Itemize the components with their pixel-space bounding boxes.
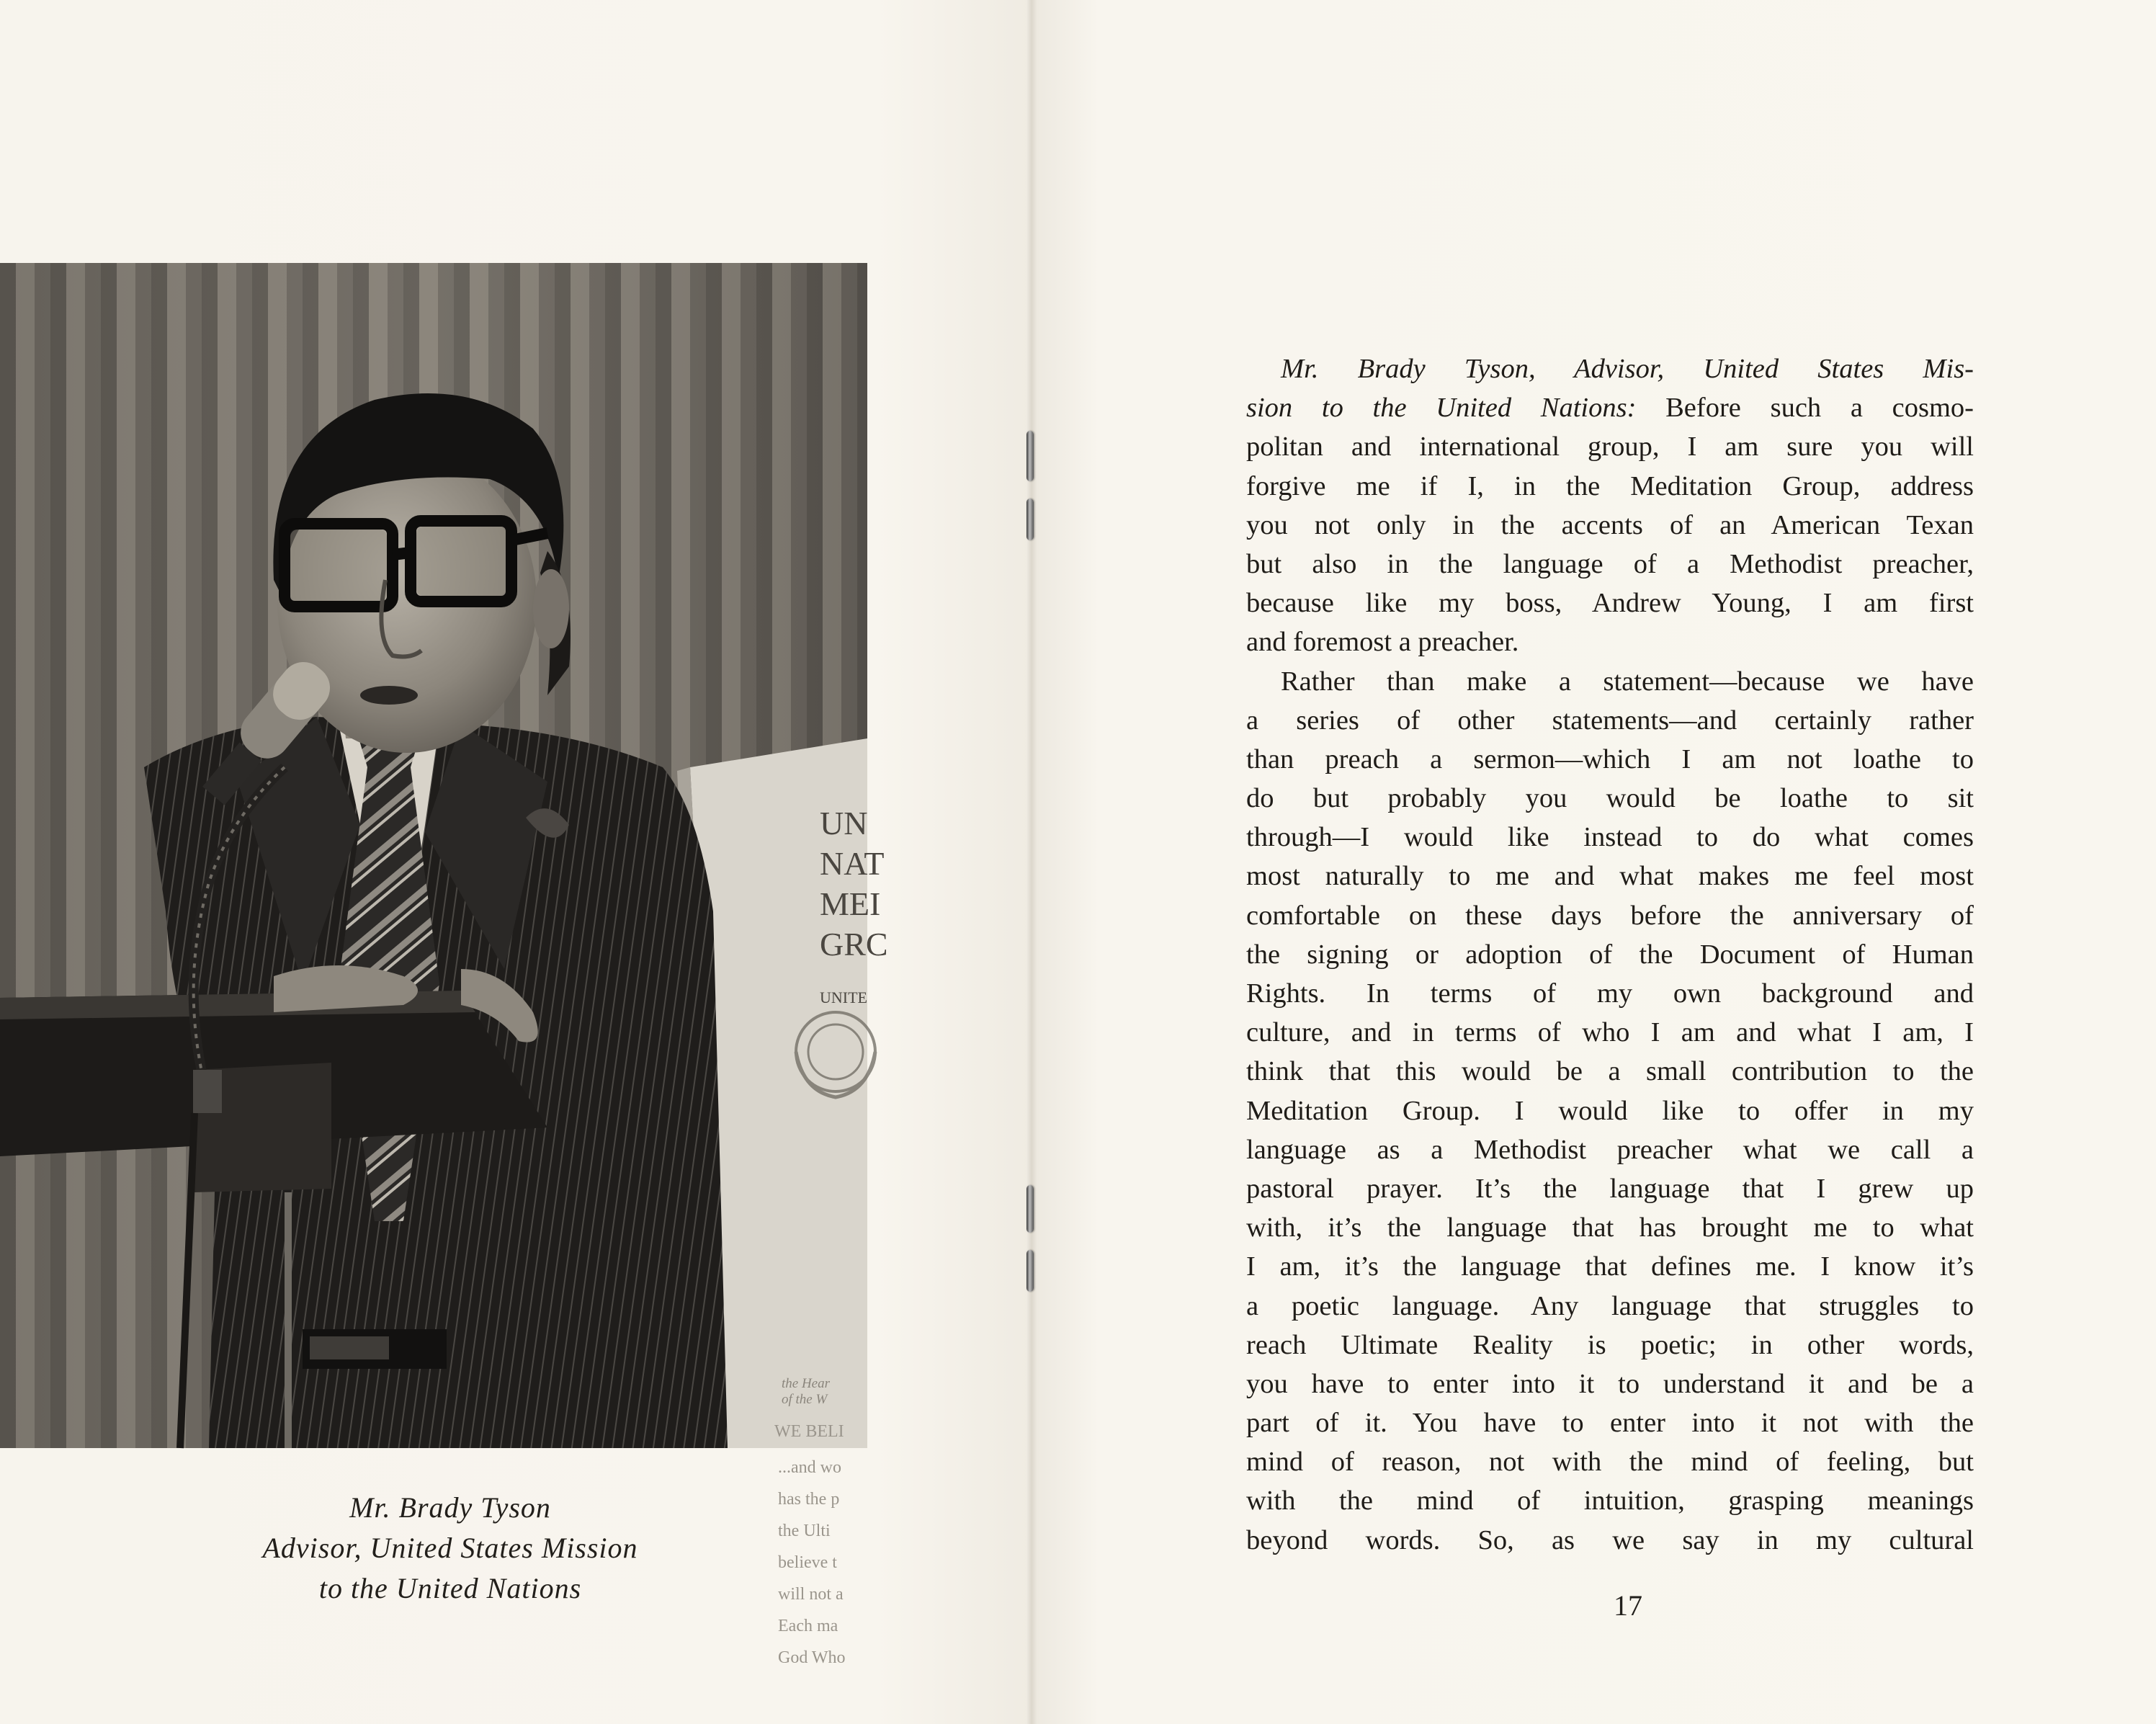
text-line: through—I would like instead to do what comes bbox=[1246, 822, 1974, 853]
text-line: mind of reason, not with the mind of feeling, but bbox=[1246, 1447, 1974, 1478]
banner-text-line: God Who bbox=[778, 1648, 846, 1667]
text-line: you have to enter into it to understand it and be a bbox=[1246, 1368, 1974, 1399]
caption-name: Mr. Brady Tyson bbox=[349, 1491, 551, 1524]
banner-fine-print bbox=[782, 1376, 867, 1408]
book-gutter bbox=[1026, 0, 1037, 1724]
text-line: a series of other statements—and certainly rather bbox=[1246, 705, 1974, 736]
banner-word: UNITE bbox=[820, 988, 867, 1006]
banner-word: MEI bbox=[820, 885, 881, 922]
text-line: I am, it’s the language that defines me. I know it’s bbox=[1246, 1251, 1974, 1282]
banner-text-line: has the p bbox=[778, 1490, 840, 1509]
banner-text-line: Each ma bbox=[778, 1617, 838, 1635]
text-line: a poetic language. Any language that struggles to bbox=[1246, 1290, 1974, 1321]
text-line: Rather than make a statement—because we have bbox=[1281, 666, 1974, 697]
text-line: with, it’s the language that has brought me to what bbox=[1246, 1212, 1974, 1243]
text-line: do but probably you would be loathe to sit bbox=[1246, 783, 1974, 814]
text-line: but also in the language of a Methodist preacher, bbox=[1246, 548, 1974, 579]
text-line: Meditation Group. I would like to offer in my bbox=[1246, 1095, 1974, 1126]
text-line bbox=[1246, 349, 1974, 388]
page-number: 17 bbox=[1614, 1589, 1642, 1622]
banner-headline bbox=[820, 803, 888, 1018]
text-line: pastoral prayer. It’s the language that I grew up bbox=[1246, 1173, 1974, 1204]
banner-text-line: believe t bbox=[778, 1553, 837, 1572]
text-line: most naturally to me and what makes me feel most bbox=[1246, 861, 1974, 892]
banner-fine-print bbox=[774, 1416, 867, 1447]
banner-text-line: WE BELI bbox=[774, 1422, 844, 1441]
text-line: part of it. You have to enter into it not with the bbox=[1246, 1408, 1974, 1439]
banner-word: GRC bbox=[820, 926, 888, 963]
banner-text-line: of the W bbox=[782, 1392, 828, 1407]
text-line: and foremost a preacher. bbox=[1246, 627, 1519, 658]
speech-transcript bbox=[1246, 349, 1974, 1560]
banner-text-line: the Ulti bbox=[778, 1522, 831, 1540]
banner-text-line: the Hear bbox=[782, 1376, 831, 1391]
text-line: the signing or adoption of the Document of Human bbox=[1246, 939, 1974, 970]
text-line: forgive me if I, in the Meditation Group, address bbox=[1246, 470, 1974, 501]
speaker-attribution: sion to the United Nations: bbox=[1246, 393, 1637, 424]
photo-caption bbox=[187, 1488, 713, 1609]
staple bbox=[1026, 1250, 1034, 1292]
caption-title: Advisor, United States Mission bbox=[262, 1532, 638, 1564]
text-line: than preach a sermon—which I am not loathe to bbox=[1246, 743, 1974, 774]
staple bbox=[1026, 499, 1034, 540]
speaker-attribution: Mr. Brady Tyson, Advisor, United States Mis- bbox=[1281, 354, 1974, 384]
text-line: with the mind of intuition, grasping meanings bbox=[1246, 1486, 1974, 1517]
banner-lettering bbox=[778, 1452, 867, 1674]
banner-word: NAT bbox=[820, 845, 885, 882]
staple bbox=[1026, 1185, 1034, 1233]
text-line: you not only in the accents of an American Texan bbox=[1246, 509, 1974, 540]
staple bbox=[1026, 431, 1034, 481]
banner-text-line: will not a bbox=[778, 1585, 844, 1604]
text-line: Rights. In terms of my own background and bbox=[1246, 978, 1974, 1009]
text-line: think that this would be a small contribution to the bbox=[1246, 1056, 1974, 1087]
text-segment: Before such a cosmo- bbox=[1636, 393, 1974, 424]
banner-text-line: ...and wo bbox=[778, 1458, 841, 1477]
text-line bbox=[1246, 388, 1974, 427]
text-line: comfortable on these days before the anniversary of bbox=[1246, 900, 1974, 931]
text-line: politan and international group, I am sure you will bbox=[1246, 432, 1974, 463]
banner-word: UN bbox=[820, 805, 868, 841]
text-line: culture, and in terms of who I am and what I am, I bbox=[1246, 1017, 1974, 1048]
caption-organization: to the United Nations bbox=[318, 1572, 582, 1604]
text-line: language as a Methodist preacher what we call a bbox=[1246, 1134, 1974, 1165]
text-line: reach Ultimate Reality is poetic; in other words, bbox=[1246, 1329, 1974, 1360]
text-line: beyond words. So, as we say in my cultural bbox=[1246, 1524, 1974, 1555]
text-line: because like my boss, Andrew Young, I am first bbox=[1246, 588, 1974, 619]
